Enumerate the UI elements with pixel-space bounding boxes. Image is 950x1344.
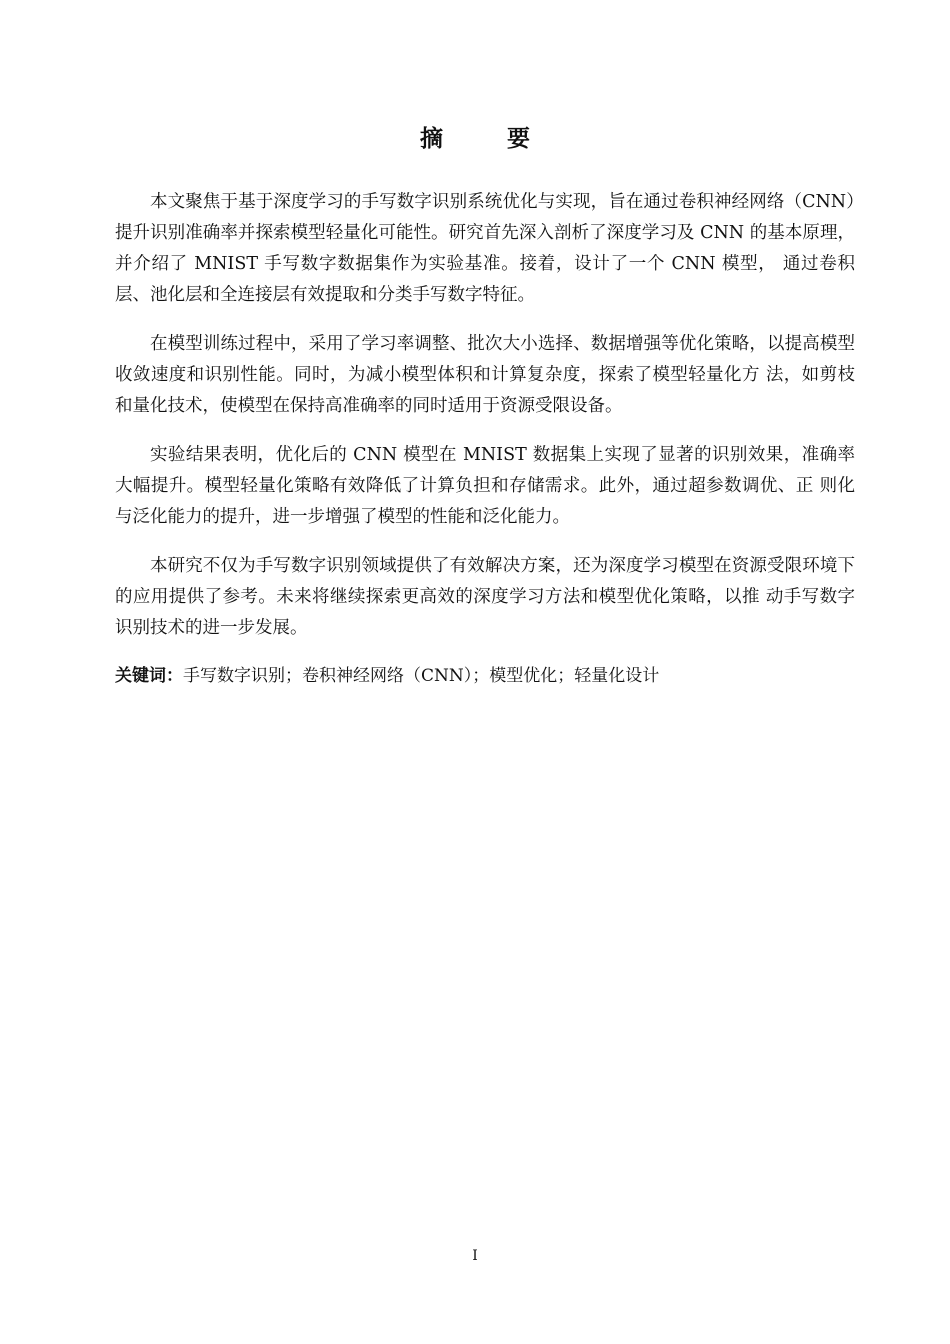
abstract-body (115, 187, 855, 690)
keywords-text: 手写数字识别；卷积神经网络（CNN）；模型优化；轻量化设计 (183, 666, 660, 686)
keywords-line (115, 662, 855, 690)
abstract-paragraph-3: 实验结果表明，优化后的 CNN 模型在 MNIST 数据集上实现了显著的识别效果，准确率 大幅提升。模型轻量化策略有效降低了计算负担和存储需求。此外，通过超参数调优、正 则化与泛化能力的提升，进一步增强了模型的性能和泛化能力。 (115, 445, 855, 527)
abstract-paragraph-4: 本研究不仅为手写数字识别领域提供了有效解决方案，还为深度学习模型在资源受限环境下的应用提供了参考。未来将继续探索更高效的深度学习方法和模型优化策略，以推 动手写数字识别技术的进一步发展。 (115, 556, 855, 638)
abstract-title: 摘 要 (419, 126, 558, 152)
abstract-paragraph-2: 在模型训练过程中，采用了学习率调整、批次大小选择、数据增强等优化策略，以提高模型收敛速度和识别性能。同时，为减小模型体积和计算复杂度，探索了模型轻量化方 法，如剪枝和量化技术，使模型在保持高准确率的同时适用于资源受限设备。 (115, 334, 855, 416)
keywords-label: 关键词： (115, 666, 183, 686)
page-number: I (472, 1248, 478, 1264)
abstract-paragraph-1: 本文聚焦于基于深度学习的手写数字识别系统优化与实现，旨在通过卷积神经网络（CNN）提升识别准确率并探索模型轻量化可能性。研究首先深入剖析了深度学习及 CNN 的基本原理，并介绍了 MNIST 手写数字数据集作为实验基准。接着，设计了一个 CNN 模型， 通过卷积层、池化层和全连接层有效提取和分类手写数字特征。 (115, 192, 855, 305)
